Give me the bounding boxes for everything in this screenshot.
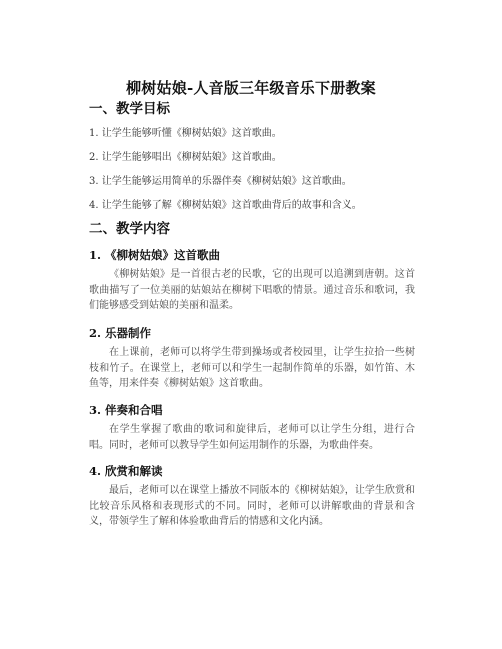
section-heading-content: 二、教学内容 (89, 221, 170, 237)
subsection-heading-song: 1. 《柳树姑娘》这首歌曲 (89, 248, 221, 262)
subsection-heading-instruments: 2. 乐器制作 (89, 326, 152, 340)
document-title: 柳树姑娘-人音版三年级音乐下册教案 (126, 79, 376, 97)
objective-item-1: 1. 让学生能够听懂《柳树姑娘》这首歌曲。 (89, 128, 282, 139)
subsection-heading-accompaniment: 3. 伴奏和合唱 (89, 403, 163, 417)
objective-item-3: 3. 让学生能够运用简单的乐器伴奏《柳树姑娘》这首歌曲。 (89, 176, 352, 187)
subsection-body-appreciation: 最后，老师可以在课堂上播放不同版本的《柳树姑娘》，让学生欣赏和比较音乐风格和表现形式的不同。同时，老师可以讲解歌曲的背景和含义，带领学生了解和体验歌曲背后的情感和文化内涵。 (89, 485, 415, 527)
objective-item-2: 2. 让学生能够唱出《柳树姑娘》这首歌曲。 (89, 152, 282, 163)
section-heading-objectives: 一、教学目标 (89, 101, 170, 117)
subsection-body-song: 《柳树姑娘》是一首很古老的民歌，它的出现可以追溯到唐朝。这首歌曲描写了一位美丽的姑娘站在柳树下唱歌的情景。通过音乐和歌词，我们能够感受到姑娘的美丽和温柔。 (89, 269, 415, 311)
subsection-heading-appreciation: 4. 欣赏和解读 (89, 464, 163, 478)
objective-item-4: 4. 让学生能够了解《柳树姑娘》这首歌曲背后的故事和含义。 (89, 200, 362, 211)
subsection-body-instruments: 在上课前，老师可以将学生带到操场或者校园里，让学生拉拾一些树枝和竹子。在课堂上，老师可以和学生一起制作简单的乐器，如竹笛、木鱼等，用来伴奏《柳树姑娘》这首歌曲。 (89, 347, 415, 389)
subsection-body-accompaniment: 在学生掌握了歌曲的歌词和旋律后，老师可以让学生分组，进行合唱。同时，老师可以教导学生如何运用制作的乐器，为歌曲伴奏。 (89, 424, 415, 451)
